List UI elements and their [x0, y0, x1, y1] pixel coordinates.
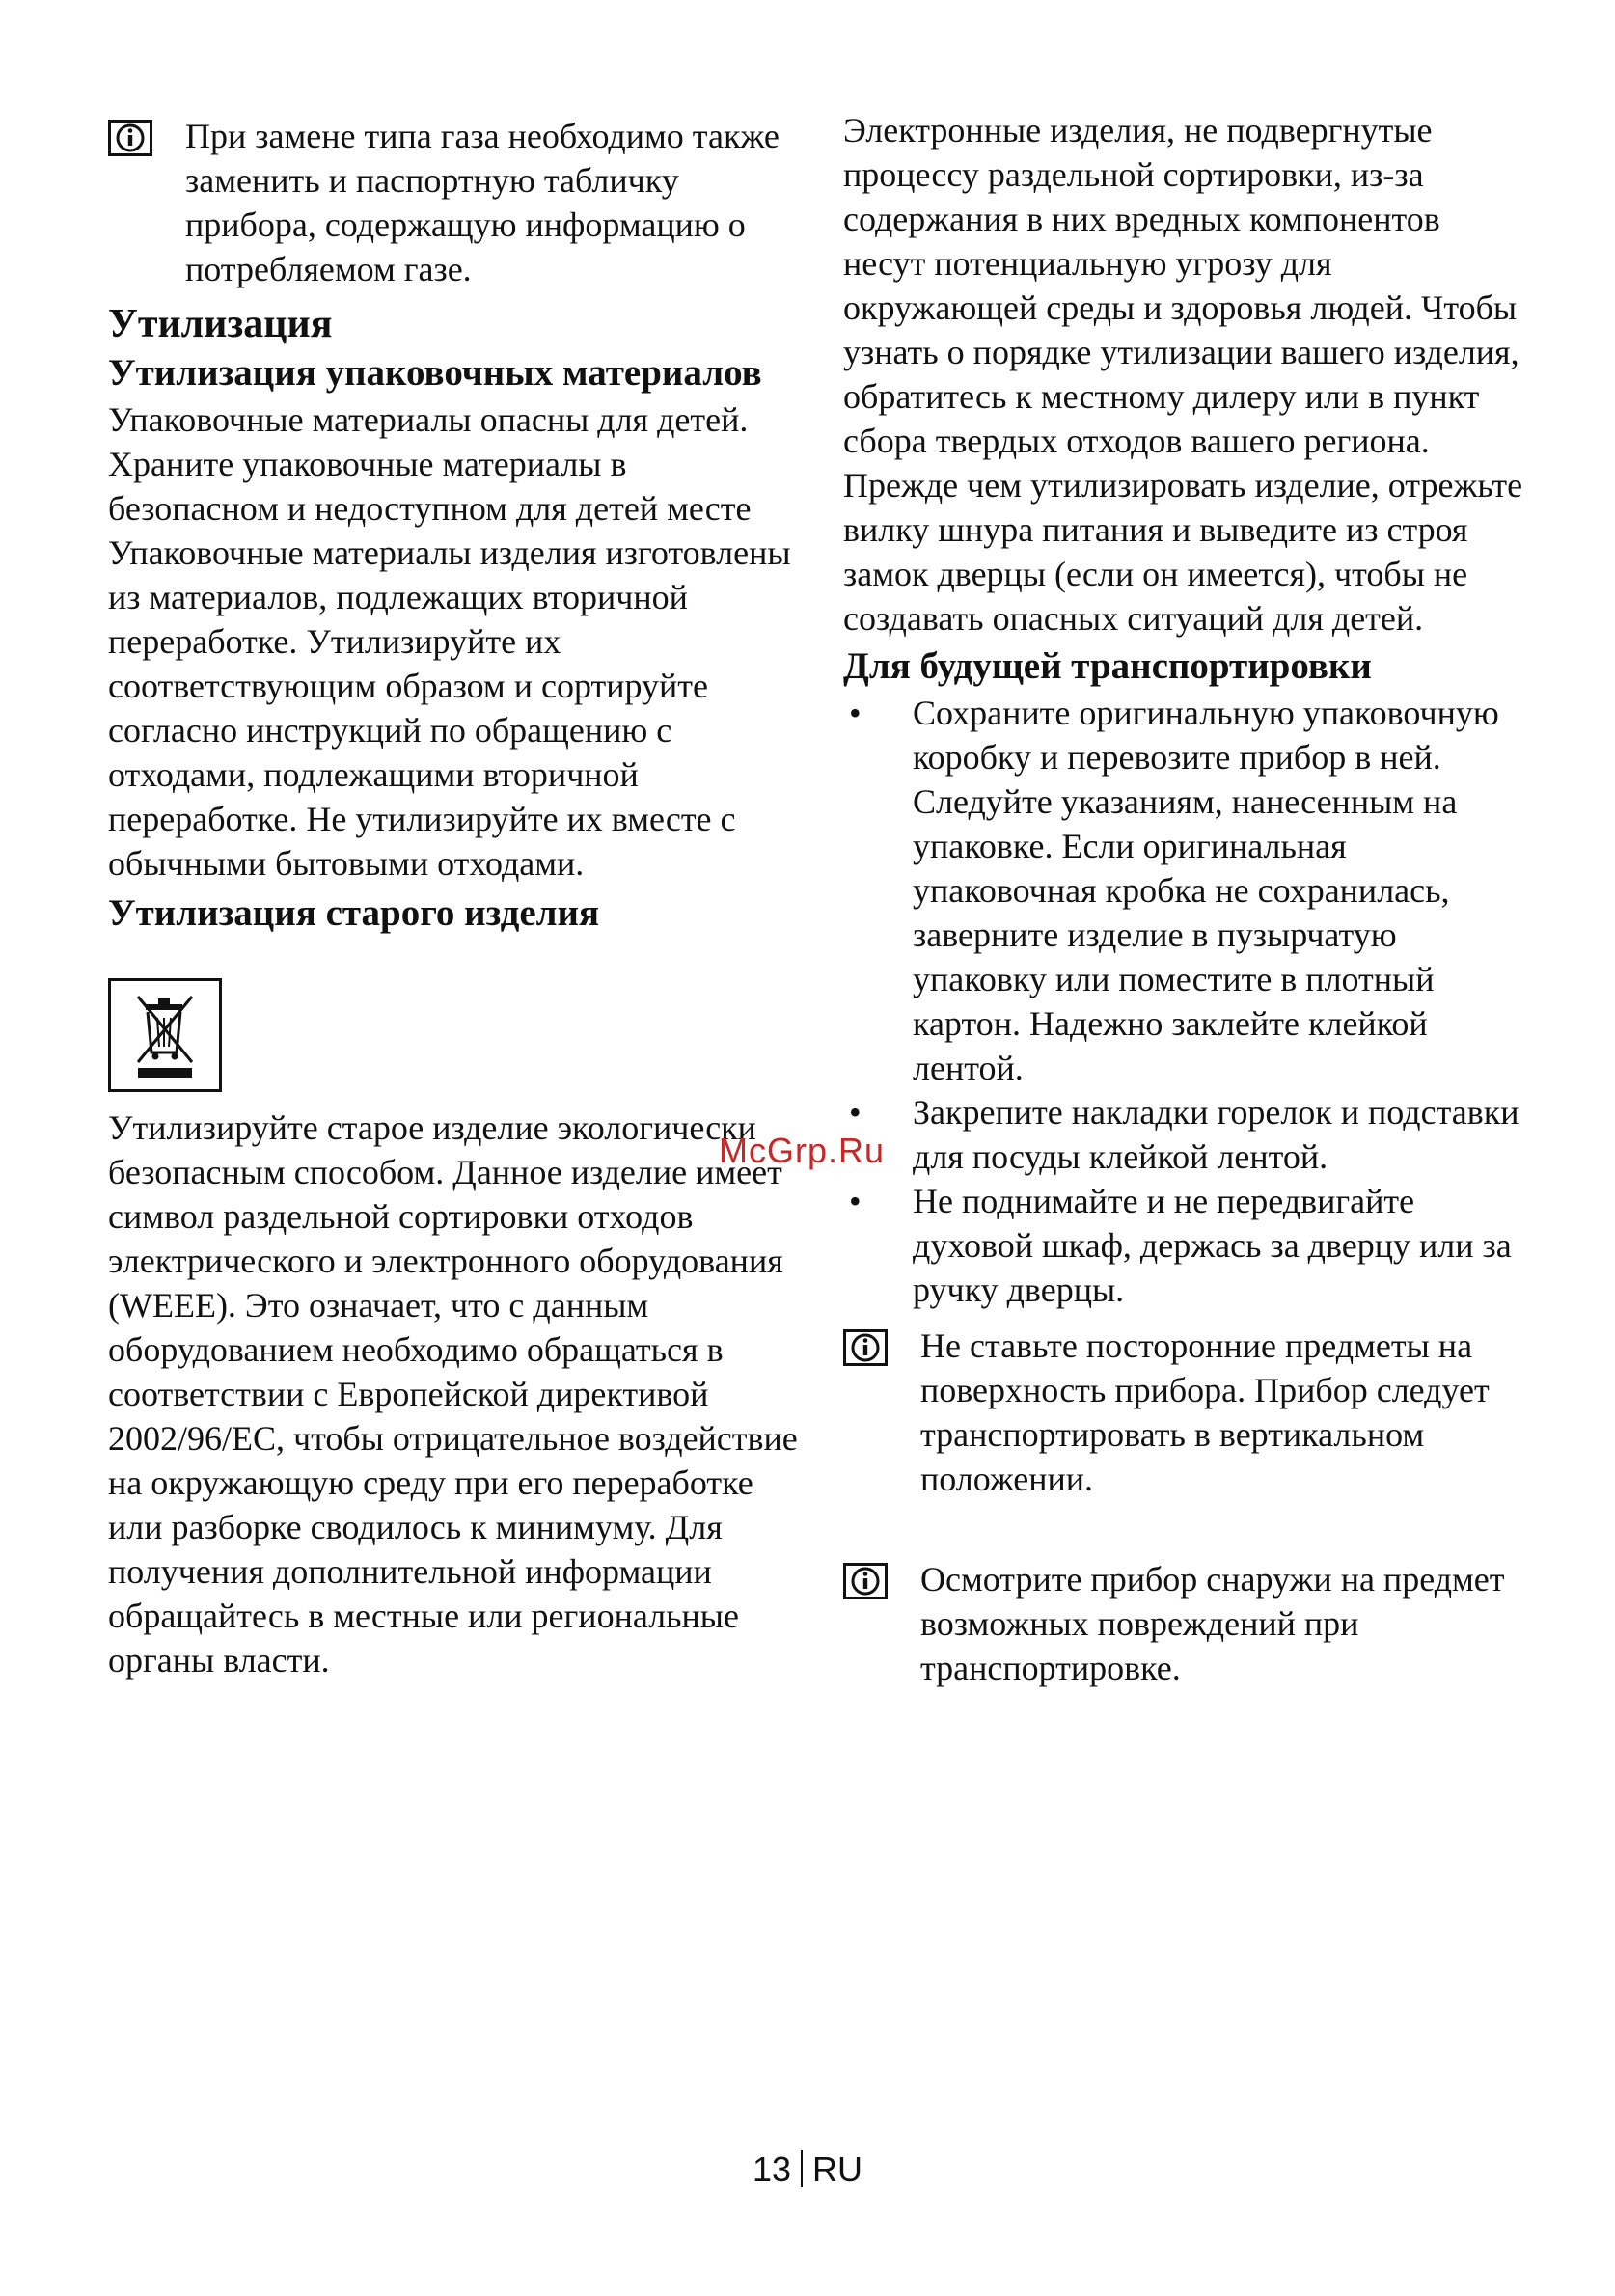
list-item	[843, 1090, 1528, 1179]
watermark: McGrp.Ru	[719, 1131, 886, 1170]
transport-bullet-list	[843, 691, 1528, 1312]
packaging-paragraph-1: Упаковочные материалы опасны для детей. Храните упаковочные материалы в безопасном и недоступном для детей месте	[108, 400, 752, 528]
language-code: RU	[812, 2149, 863, 2189]
heading-disposal: Утилизация	[108, 302, 333, 346]
right-column	[843, 108, 1528, 1690]
heading-future-transport: Для будущей транспортировки	[843, 645, 1372, 687]
left-column	[108, 114, 803, 1682]
footer-separator	[801, 2150, 803, 2187]
old-product-paragraph: Утилизируйте старое изделие экологически безопасным способом. Данное изделие имеет символ раздельной сортировки отходов электрического и электронного оборудования (WEEE). Это означает, что с данным оборудованием необходимо обращаться в соответствии с Европейской директивой 2002/96/EC, чтобы отрицательное воздействие на окружающую среду при его переработке или разборке сводилось к минимуму. Для получения дополнительной информации обращайтесь в местные или региональные органы власти.	[108, 1108, 798, 1680]
info-icon	[843, 1329, 888, 1366]
bullet-icon: •	[849, 1093, 862, 1132]
transport-info-note	[843, 1324, 1528, 1501]
heading-packaging-disposal: Утилизация упаковочных материалов	[108, 352, 762, 394]
weee-bin-icon	[108, 978, 222, 1092]
gas-info-note	[108, 114, 803, 291]
gas-note-text: При замене типа газа необходимо также заменить и паспортную табличку прибора, содержащую информацию о потребляемом газе.	[185, 117, 780, 288]
list-item	[843, 1179, 1528, 1312]
list-item-text: Закрепите накладки горелок и подставки для посуды клейкой лентой.	[913, 1093, 1519, 1176]
list-item	[843, 691, 1528, 1090]
right-paragraph-1: Электронные изделия, не подвергнутые процессу раздельной сортировки, из-за содержания в них вредных компонентов несут потенциальную угрозу для окружающей среды и здоровья людей. Чтобы узнать о порядке утилизации вашего изделия, обратитесь к местному дилеру или в пункт сбора твердых отходов вашего региона.	[843, 111, 1519, 460]
heading-old-product-disposal: Утилизация старого изделия	[108, 892, 600, 934]
list-item-text: Сохраните оригинальную упаковочную коробку и перевозите прибор в ней. Следуйте указаниям, нанесенным на упаковке. Если оригинальная упаковочная кробка не сохранилась, заверните изделие в пузырчатую упаковку или поместите в плотный картон. Надежно заклейте клейкой лентой.	[913, 694, 1499, 1087]
packaging-paragraph-2: Упаковочные материалы изделия изготовлены из материалов, подлежащих вторичной переработке. Утилизируйте их соответствующим образом и сортируйте согласно инструкций по обращению с отходами, подлежащими вторичной переработке. Не утилизируйте их вместе с обычными бытовыми отходами.	[108, 533, 791, 883]
transport-note-text: Не ставьте посторонние предметы на поверхность прибора. Прибор следует транспортировать в вертикальном положении.	[920, 1326, 1490, 1498]
bullet-icon: •	[849, 694, 862, 732]
inspection-info-note	[843, 1557, 1528, 1690]
info-icon	[843, 1563, 888, 1599]
right-paragraph-2: Прежде чем утилизировать изделие, отрежьте вилку шнура питания и выведите из строя замок дверцы (если он имеется), чтобы не создавать опасных ситуаций для детей.	[843, 466, 1523, 638]
list-item-text: Не поднимайте и не передвигайте духовой шкаф, держась за дверцу или за ручку дверцы.	[913, 1182, 1512, 1309]
bullet-icon: •	[849, 1182, 862, 1220]
inspection-note-text: Осмотрите прибор снаружи на предмет возможных повреждений при транспортировке.	[920, 1560, 1505, 1687]
page-footer	[0, 2149, 1615, 2190]
info-icon	[108, 120, 152, 156]
page-number: 13	[752, 2149, 792, 2189]
